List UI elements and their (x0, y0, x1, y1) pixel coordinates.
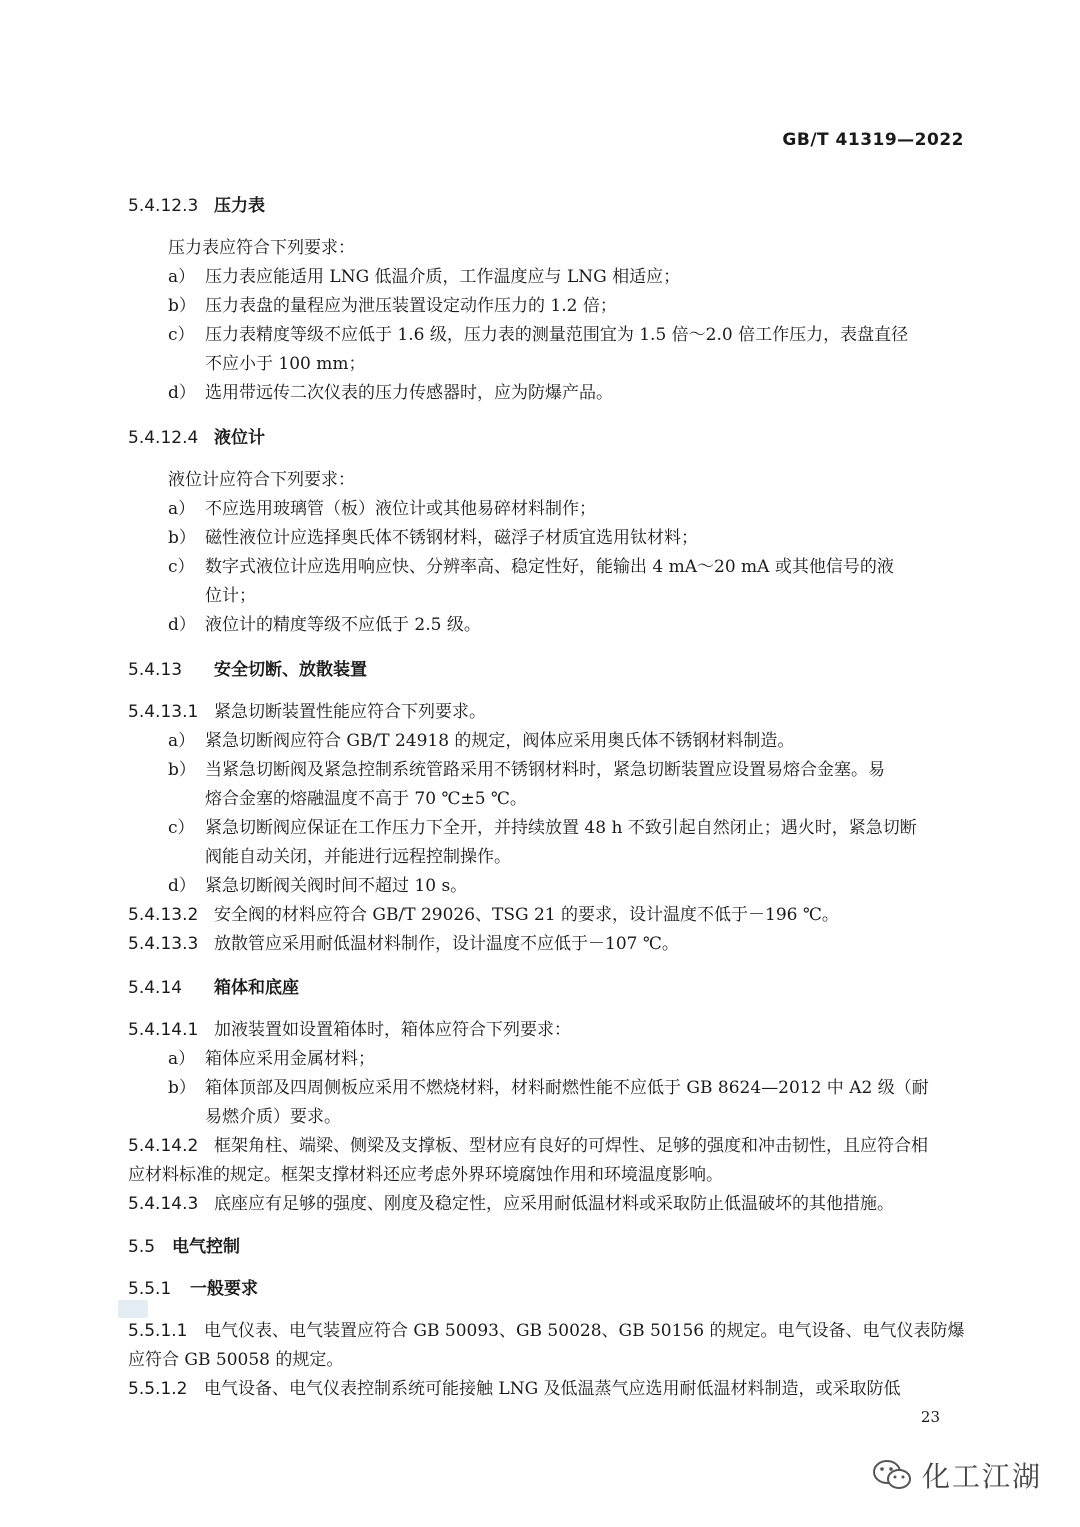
clause-number: 5.4.14.2 (128, 1136, 199, 1156)
section-number: 5.5 (128, 1237, 156, 1257)
clause-continued: 应材料标准的规定。框架支撑材料还应考虑外界环境腐蚀作用和环境温度影响。 (128, 1165, 723, 1185)
list-item: 紧急切断阀关阀时间不超过 10 s。 (205, 876, 468, 896)
clause-number: 5.4.13.1 (128, 702, 199, 722)
list-item: 紧急切断阀应保证在工作压力下全开，并持续放置 48 h 不致引起自然闭止；遇火时，紧急切断 (205, 818, 917, 838)
section-number: 5.4.12.4 (128, 428, 199, 448)
clause-number: 5.4.14.3 (128, 1194, 199, 1214)
list-marker: a） (168, 267, 196, 287)
list-marker: b） (168, 1078, 196, 1098)
heading-5-5 (128, 1236, 240, 1258)
clause-5-5-1-1 (128, 1320, 964, 1342)
clause-5-4-13-1 (128, 701, 486, 723)
heading-5-4-12-3 (128, 195, 265, 217)
section-title: 电气控制 (172, 1237, 240, 1257)
list-marker: a） (168, 731, 196, 751)
clause-5-4-14-3 (128, 1193, 894, 1215)
list-item: 箱体应采用金属材料； (205, 1049, 375, 1069)
clause-number: 5.5.1.2 (128, 1379, 188, 1399)
list-item-continued: 易燃介质）要求。 (205, 1107, 341, 1127)
section-title: 安全切断、放散装置 (214, 660, 367, 680)
list-item: 箱体顶部及四周侧板应采用不燃烧材料，材料耐燃性能不应低于 GB 8624—2012 中 A2 级（耐 (205, 1078, 929, 1098)
list-item: 选用带远传二次仪表的压力传感器时，应为防爆产品。 (205, 383, 613, 403)
standard-number: GB/T 41319—2022 (782, 130, 964, 150)
clause-5-4-14-1 (128, 1019, 571, 1041)
list-marker: b） (168, 528, 196, 548)
clause-text: 电气设备、电气仪表控制系统可能接触 LNG 及低温蒸气应选用耐低温材料制造，或采取防低 (204, 1379, 901, 1399)
list-item: 数字式液位计应选用响应快、分辨率高、稳定性好，能输出 4 mA～20 mA 或其他信号的液 (205, 557, 894, 577)
section-number: 5.4.13 (128, 660, 183, 680)
clause-number: 5.4.14.1 (128, 1020, 199, 1040)
clause-text: 安全阀的材料应符合 GB/T 29026、TSG 21 的要求，设计温度不低于－196 ℃。 (214, 905, 839, 925)
section-title: 箱体和底座 (214, 978, 299, 998)
clause-continued: 应符合 GB 50058 的规定。 (128, 1350, 344, 1370)
section-number: 5.5.1 (128, 1279, 172, 1299)
page-number: 23 (920, 1408, 940, 1426)
wechat-icon (872, 1458, 912, 1492)
clause-5-5-1-2 (128, 1378, 901, 1400)
list-marker: a） (168, 499, 196, 519)
clause-number: 5.4.13.3 (128, 934, 199, 954)
clause-5-4-14-2 (128, 1135, 928, 1157)
list-item: 紧急切断阀应符合 GB/T 24918 的规定，阀体应采用奥氏体不锈钢材料制造。 (205, 731, 795, 751)
clause-number: 5.4.13.2 (128, 905, 199, 925)
watermark (872, 1455, 1042, 1495)
list-marker: c） (168, 557, 195, 577)
section-number: 5.4.12.3 (128, 196, 199, 216)
watermark-text: 化工江湖 (921, 1460, 1042, 1493)
clause-text: 底座应有足够的强度、刚度及稳定性，应采用耐低温材料或采取防止低温破坏的其他措施。 (214, 1194, 894, 1214)
clause-text: 电气仪表、电气装置应符合 GB 50093、GB 50028、GB 50156 的规定。电气设备、电气仪表防爆 (204, 1321, 965, 1341)
section-title: 一般要求 (190, 1279, 258, 1299)
list-marker: b） (168, 760, 196, 780)
paragraph: 液位计应符合下列要求： (168, 470, 355, 490)
clause-text: 框架角柱、端梁、侧梁及支撑板、型材应有良好的可焊性、足够的强度和冲击韧性，且应符合相 (214, 1136, 928, 1156)
list-item: 液位计的精度等级不应低于 2.5 级。 (205, 615, 481, 635)
list-item: 不应选用玻璃管（板）液位计或其他易碎材料制作； (205, 499, 596, 519)
list-marker: b） (168, 296, 196, 316)
list-item-continued: 位计； (205, 586, 256, 606)
list-item: 压力表应能适用 LNG 低温介质，工作温度应与 LNG 相适应； (205, 267, 681, 287)
list-marker: c） (168, 325, 195, 345)
clause-text: 紧急切断装置性能应符合下列要求。 (214, 702, 486, 722)
clause-number: 5.5.1.1 (128, 1321, 188, 1341)
faint-logo-mark (118, 1300, 148, 1318)
heading-5-4-14 (128, 977, 299, 999)
heading-5-5-1 (128, 1278, 258, 1300)
list-marker: c） (168, 818, 195, 838)
list-item: 当紧急切断阀及紧急控制系统管路采用不锈钢材料时，紧急切断装置应设置易熔合金塞。易 (205, 760, 885, 780)
clause-text: 加液装置如设置箱体时，箱体应符合下列要求： (214, 1020, 571, 1040)
heading-5-4-12-4 (128, 427, 265, 449)
clause-text: 放散管应采用耐低温材料制作，设计温度不应低于－107 ℃。 (214, 934, 679, 954)
section-number: 5.4.14 (128, 978, 183, 998)
clause-5-4-13-3 (128, 933, 679, 955)
list-marker: d） (168, 615, 196, 635)
list-marker: d） (168, 876, 196, 896)
list-marker: a） (168, 1049, 196, 1069)
list-item: 压力表精度等级不应低于 1.6 级，压力表的测量范围宜为 1.5 倍～2.0 倍工作压力，表盘直径 (205, 325, 909, 345)
list-marker: d） (168, 383, 196, 403)
list-item-continued: 阀能自动关闭，并能进行远程控制操作。 (205, 847, 511, 867)
heading-5-4-13 (128, 659, 367, 681)
section-title: 压力表 (214, 196, 265, 216)
section-title: 液位计 (214, 428, 265, 448)
clause-5-4-13-2 (128, 904, 839, 926)
list-item-continued: 不应小于 100 mm； (205, 354, 366, 374)
list-item: 磁性液位计应选择奥氏体不锈钢材料，磁浮子材质宜选用钛材料； (205, 528, 698, 548)
paragraph: 压力表应符合下列要求： (168, 238, 355, 258)
list-item: 压力表盘的量程应为泄压装置设定动作压力的 1.2 倍； (205, 296, 617, 316)
list-item-continued: 熔合金塞的熔融温度不高于 70 ℃±5 ℃。 (205, 789, 527, 809)
